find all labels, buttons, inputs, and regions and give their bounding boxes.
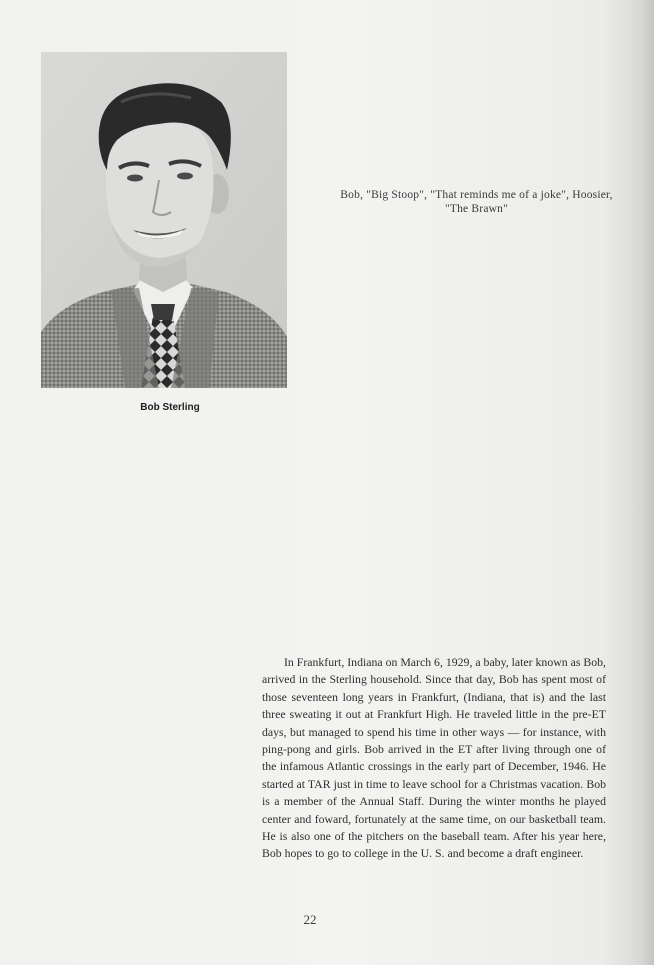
page-number: 22 [303,912,317,927]
nicknames-text: Bob, "Big Stoop", "That reminds me of a joke", Hoosier, "The Brawn" [340,189,613,215]
page-edge-shadow [632,0,654,965]
portrait-illustration [41,52,287,388]
biography-paragraph: In Frankfurt, Indiana on March 6, 1929, a baby, later known as Bob, arrived in the Sterling household. Since that day, Bob has spent most of those seventeen long years in Frankfurt, (Indiana, that is) and the last three sweating it out at Frankfurt High. He traveled little in the pre-ET days, but managed to spend his time in other ways — for instance, with ping-pong and girls. Bob arrived in the ET after living through one of the infamous Atlantic crossings in the early part of December, 1946. He started at TAR just in time to leave school for a Christmas vacation. Bob is a member of the Annual Staff. During the winter months he played center and foward, fortunately at the same time, on our basketball team. He is also one of the pitchers on the baseball team. After his year here, Bob hopes to go to college in the U. S. and become a draft engineer. [262,655,606,861]
student-name-caption: Bob Sterling [140,402,200,413]
portrait-photo [41,52,287,388]
